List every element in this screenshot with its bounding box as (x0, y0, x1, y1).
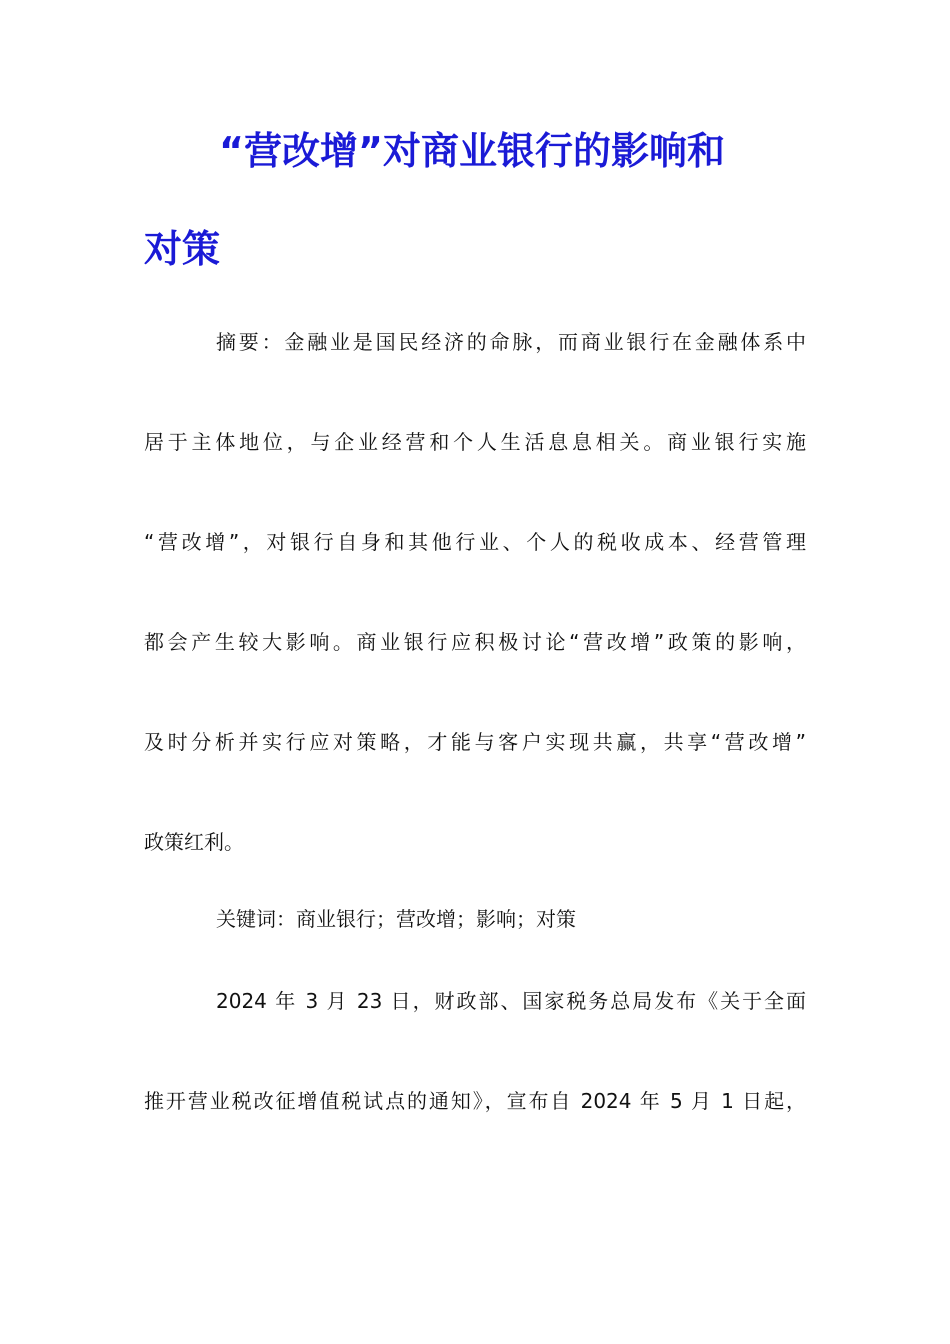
title-line-1: “营改增”对商业银行的影响和 (219, 129, 725, 173)
abstract-line-1: 摘要：金融业是国民经济的命脉，而商业银行在金融体系中 (216, 330, 806, 354)
body-line-2: 推开营业税改征增值税试点的通知》，宣布自 2024 年 5 月 1 日起， (144, 1089, 806, 1113)
keywords-line: 关键词：商业银行；营改增；影响；对策 (216, 907, 576, 931)
abstract-line-3: “营改增”，对银行自身和其他行业、个人的税收成本、经营管理 (144, 530, 806, 554)
body-line-1: 2024 年 3 月 23 日，财政部、国家税务总局发布《关于全面 (216, 989, 806, 1013)
abstract-line-2: 居于主体地位，与企业经营和个人生活息息相关。商业银行实施 (144, 430, 806, 454)
abstract-line-5: 及时分析并实行应对策略，才能与客户实现共赢，共享“营改增” (144, 730, 806, 754)
title-line-2: 对策 (144, 227, 221, 271)
abstract-line-6: 政策红利。 (144, 830, 244, 854)
abstract-line-4: 都会产生较大影响。商业银行应积极讨论“营改增”政策的影响， (144, 630, 806, 654)
